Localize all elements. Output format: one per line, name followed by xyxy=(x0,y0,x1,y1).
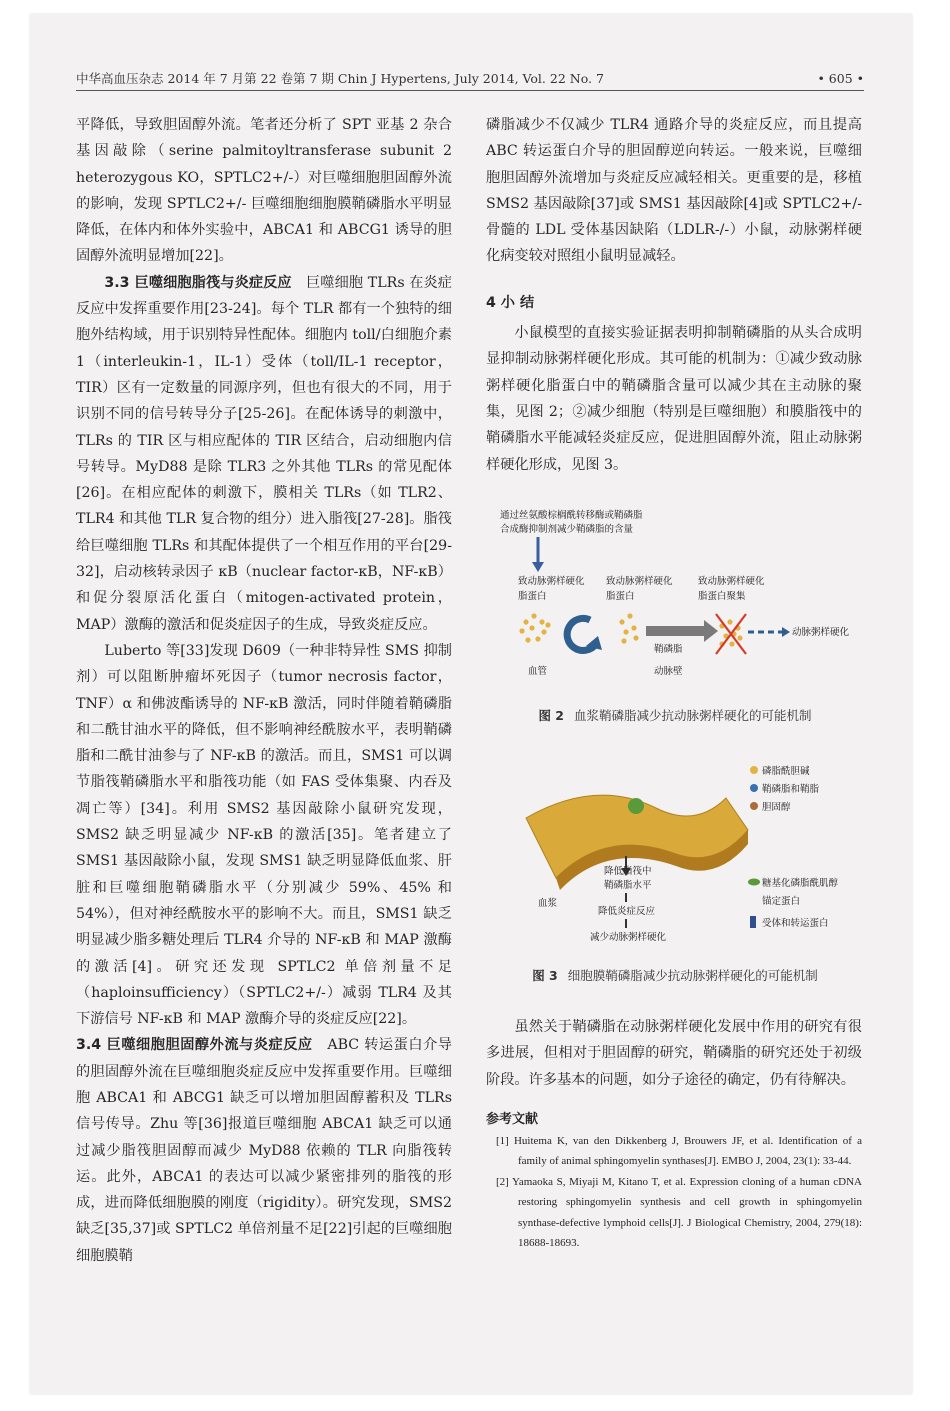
paragraph: 小鼠模型的直接实验证据表明抑制鞘磷脂的从头合成明显抑制动脉粥样硬化形成。其可能的机制为：①减少致动脉粥样硬化脂蛋白中的鞘磷脂含量可以减少其在主动脉的聚集，见图 2；②减少细胞（特别是巨噬细胞）和膜脂筏中的鞘磷脂水平能减轻炎症反应，促进胆固醇外流，阻止动脉粥样硬化形成，见图 3。 xyxy=(486,325,862,473)
lipoprotein-dots xyxy=(519,613,550,642)
section-3-4 xyxy=(76,1032,452,1269)
section-body: ABC 转运蛋白介导的胆固醇外流在巨噬细胞炎症反应中发挥重要作用。巨噬细胞 ABCA1 和 ABCG1 缺乏可以增加胆固醇蓄积及 TLRs 信号传导。Zhu 等[36]报道巨噬细胞 ABCA1 缺乏可以通过减少脂筏胆固醇而减少 MyD88 依赖的 TLR 向脂筏转运。此外，ABCA1 的表达可以减少紧密排列的脂筏的形成，进而降低细胞膜的刚度（rigidity）。研究发现，SMS2 缺乏[35,37]或 SPTLC2 单倍剂量不足[22]引起的巨噬细胞细胞膜鞘 xyxy=(76,1037,452,1264)
arrow-head xyxy=(782,627,790,637)
fig2-label: 致动脉粥样硬化 xyxy=(518,576,585,587)
fig2-top-text: 合成酶抑制剂减少鞘磷脂的含量 xyxy=(500,524,634,535)
fig2-label: 脂蛋白聚集 xyxy=(698,591,746,602)
arrow-head xyxy=(704,620,718,642)
section-body: 巨噬细胞 TLRs 在炎症反应中发挥重要作用[23-24]。每个 TLR 都有一个独特的细胞外结构域，用于识别特异性配体。细胞内 toll/白细胞介素 1（interleukin-1，IL-1）受体（toll/IL-1 receptor，TIR）区有一定数量的同源序列，但也有很大的不同，用于识别不同的信号转导分子[25-26]。在配体诱导的刺激中，TLRs 的 TIR 区与相应配体的 TIR 区结合，启动细胞内信号转导。MyD88 是除 TLR3 之外其他 TLRs 的常见配体[26]。在相应配体的刺激下，膜相关 TLRs（如 TLR2、TLR4 和其他 TLR 复合物的组分）进入脂筏[27-28]。脂筏给巨噬细胞 TLRs 和其配体提供了一个相互作用的平台[29-32]，启动核转录因子 κB（nuclear factor-κB，NF-κB）和促分裂原活化蛋白（mitogen-activated protein，MAP）激酶的激活和促炎症因子的生成，导致炎症反应。 xyxy=(76,274,452,633)
svg-text:鞘磷脂和鞘脂: 鞘磷脂和鞘脂 xyxy=(762,784,820,795)
wall-bar xyxy=(646,626,706,636)
journal-info: 中华高血压杂志 2014 年 7 月第 22 卷第 7 期 Chin J Hypertens, July 2014, Vol. 22 No. 7 xyxy=(76,71,604,86)
right-column-bottom xyxy=(486,1014,862,1254)
page-number: • 605 • xyxy=(817,70,864,86)
left-column xyxy=(76,112,452,1269)
gpi-icon xyxy=(748,879,760,886)
svg-text:锚定蛋白: 锚定蛋白 xyxy=(762,896,801,907)
right-column xyxy=(486,112,862,478)
protein-blob xyxy=(628,798,644,814)
fig3-step: 减少动脉粥样硬化 xyxy=(590,932,667,943)
cholesterol-icon xyxy=(750,802,758,810)
fig2-label: 鞘磷脂 xyxy=(654,644,683,655)
phosphatidylcholine-icon xyxy=(750,766,758,774)
figure-3-caption: 图 3 细胞膜鞘磷脂减少抗动脉粥样硬化的可能机制 xyxy=(532,968,818,983)
fig2-top-text: 通过丝氨酸棕榈酰转移酶或鞘磷脂 xyxy=(500,510,643,521)
fig3-step: 鞘磷脂水平 xyxy=(604,880,652,891)
reference-item: [1] Huitema K, van den Dikkenberg J, Brouwers JF, et al. Identification of a family of animal sphingomyelin synthases[J]. EMBO J, 2004, 23(1): 33-44. xyxy=(496,1134,862,1168)
fig3-step: 降低脂筏中 xyxy=(604,866,652,877)
fig3-label: 血浆 xyxy=(538,898,558,909)
figure-2-caption: 图 2 血浆鞘磷脂减少抗动脉粥样硬化的可能机制 xyxy=(538,708,812,723)
section-heading: 3.4 巨噬细胞胆固醇外流与炎症反应 xyxy=(76,1037,313,1054)
section-heading: 3.3 巨噬细胞脂筏与炎症反应 xyxy=(104,274,292,291)
fig2-label: 致动脉粥样硬化 xyxy=(606,576,673,587)
references-heading: 参考文献 xyxy=(486,1111,539,1127)
fig2-label: 动脉壁 xyxy=(654,666,683,677)
svg-text:受体和转运蛋白: 受体和转运蛋白 xyxy=(762,918,829,929)
receptor-icon xyxy=(750,916,756,928)
fig3-step: 降低炎症反应 xyxy=(598,906,656,917)
figure-3 xyxy=(486,758,864,958)
legend xyxy=(748,765,839,929)
paragraph: Luberto 等[33]发现 D609（一种非特异性 SMS 抑制剂）可以阻断肿瘤坏死因子（tumor necrosis factor，TNF）α 和佛波酯诱导的 NF-κB 激活，同时伴随着鞘磷脂和二酰甘油水平的降低，但不影响神经酰胺水平，表明鞘磷脂和二酰甘油参与了 NF-κB 的激活。而且，SMS1 可以调节脂筏鞘磷脂水平和脂筏功能（如 FAS 受体集聚、内吞及凋亡等）[34]。利用 SMS2 基因敲除小鼠研究发现，SMS2 缺乏明显减少 NF-κB 的激活[35]。笔者建立了 SMS1 基因敲除小鼠，发现 SMS1 缺乏明显降低血浆、肝脏和巨噬细胞鞘磷脂水平（分别减少 59%、45% 和 54%），但对神经酰胺水平的影响不大。而且，SMS1 缺乏明显减少脂多糖处理后 TLR4 介导的 NF-κB 和 MAP 激酶的激活[4]。研究还发现 SPTLC2 单倍剂量不足（haploinsufficiency）（SPTLC2+/-）减弱 TLR4 及其下游信号 NF-κB 和 MAP 激酶介导的炎症反应[22]。 xyxy=(76,642,452,1028)
svg-text:糖基化磷脂酰肌醇: 糖基化磷脂酰肌醇 xyxy=(762,878,839,889)
lipoprotein-dots xyxy=(619,613,638,643)
paragraph: 虽然关于鞘磷脂在动脉粥样硬化发展中作用的研究有很多进展，但相对于胆固醇的研究，鞘磷脂的研究还处于初级阶段。许多基本的问题，如分子途径的确定，仍有待解决。 xyxy=(486,1019,862,1088)
sphingomyelin-icon xyxy=(750,784,758,792)
fig2-label: 脂蛋白 xyxy=(518,591,547,602)
fig2-label: 脂蛋白 xyxy=(606,591,635,602)
paragraph: 磷脂减少不仅减少 TLR4 通路介导的炎症反应，而且提高 ABC 转运蛋白介导的胆固醇逆向转运。一般来说，巨噬细胞胆固醇外流增加与炎症反应减轻相关。更重要的是，移植 SMS2 基因敲除[37]或 SMS1 基因敲除[4]或 SPTLC2+/- 骨髓的 LDL 受体基因缺陷（LDLR-/-）小鼠，动脉粥样硬化病变较对照组小鼠明显减轻。 xyxy=(486,117,862,265)
figure-2 xyxy=(486,504,864,700)
fig2-label: 血管 xyxy=(528,666,548,677)
fig2-label: 致动脉粥样硬化 xyxy=(698,576,765,587)
svg-text:磷脂酰胆碱: 磷脂酰胆碱 xyxy=(762,766,810,777)
fig2-label: 动脉粥样硬化 xyxy=(792,627,850,638)
svg-text:胆固醇: 胆固醇 xyxy=(762,802,791,813)
paragraph: 平降低，导致胆固醇外流。笔者还分析了 SPT 亚基 2 杂合基因敲除（serine palmitoyltransferase subunit 2 heterozygous KO，SPTLC2+/-）对巨噬细胞胆固醇外流的影响，发现 SPTLC2+/- 巨噬细胞细胞膜鞘磷脂水平明显降低，在体内和体外实验中，ABCA1 和 ABCG1 诱导的胆固醇外流明显增加[22]。 xyxy=(76,117,452,265)
section-heading: 4 小 结 xyxy=(486,294,535,311)
arrow-head xyxy=(532,562,544,572)
running-header xyxy=(76,66,864,91)
section-3-3 xyxy=(76,270,452,638)
reference-item: [2] Yamaoka S, Miyaji M, Kitano T, et al. Expression cloning of a human cDNA restoring sphingomyelin synthesis and cell growth in sphingomyelin synthase-defective lymphoid cells[J]. J Biological Chemistry, 2004, 279(18): 18688-18693. xyxy=(496,1175,862,1250)
